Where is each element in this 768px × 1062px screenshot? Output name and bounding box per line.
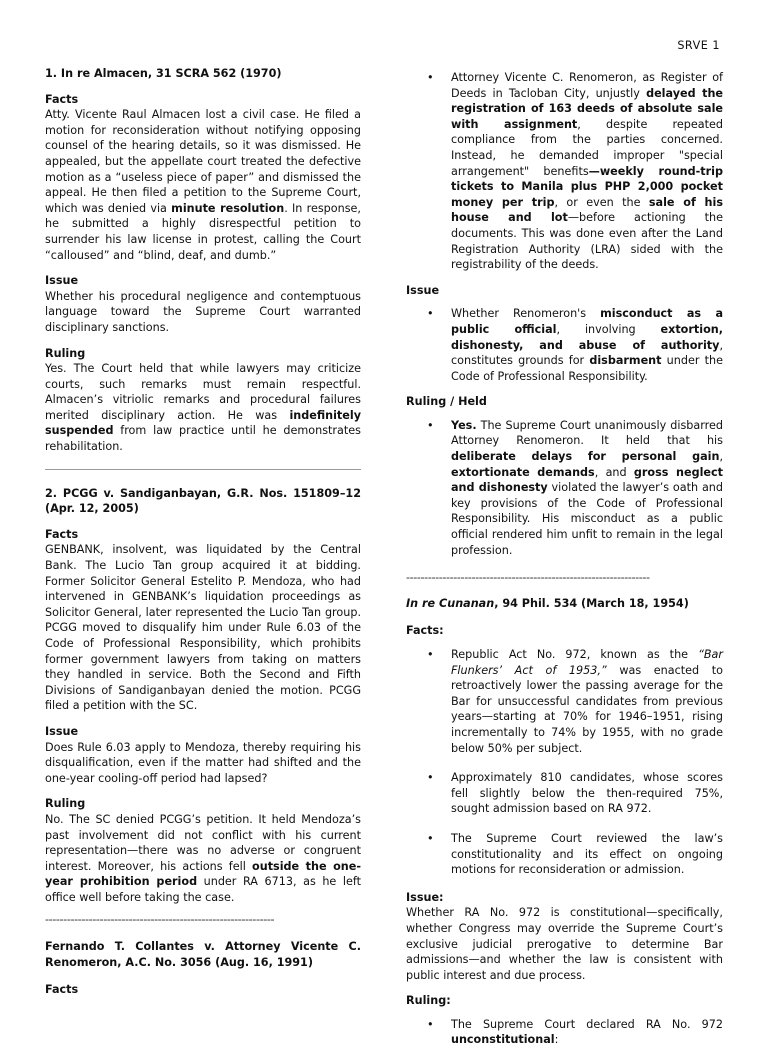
- case1-facts: Atty. Vicente Raul Almacen lost a civil case. He filed a motion for reconsideration without notifying opposing counsel of the hearing details, so it was dismissed. He appealed, but the appellate court treated the defective motion as a “useless piece of paper” and dismissed the appeal. He then filed a petition to the Supreme Court, which was denied via minute resolution. In response, he submitted a highly disrespectful petition to surrender his law license in protest, calling the Court “calloused” and “blind, deaf, and dumb.”: [45, 108, 361, 262]
- case3-issue-list: [406, 306, 723, 384]
- case4-issue-label: Issue:: [406, 890, 444, 904]
- bold-text: outside the one-year prohibition period: [45, 859, 361, 889]
- case3-title: Fernando T. Collantes v. Attorney Vicente C. Renomeron, A.C. No. 3056 (Aug. 16, 1991): [45, 940, 361, 969]
- right-column: [406, 70, 723, 1062]
- bold-text: unconstitutional: [451, 1033, 555, 1047]
- list-item: • Attorney Vicente C. Renomeron, as Register of Deeds in Tacloban City, unjustly delayed the registration of 163 deeds of absolute sale with assignment, despite repeated compliance from the parties concerned. Instead, he demanded improper "special arrangement" benefits—weekly round-trip tickets to Manila plus PHP 2,000 pocket money per trip, or even the sale of his house and lot—before actioning the documents. This was done even after the Land Registration Authority (LRA) sided with the registrability of the deeds.: [406, 70, 723, 273]
- case4-title-rest: , 94 Phil. 534 (March 18, 1954): [494, 596, 689, 610]
- page-header-code: SRVE 1: [677, 39, 720, 52]
- case3-facts-label: Facts: [45, 983, 79, 997]
- bold-text: minute resolution: [171, 201, 285, 215]
- case4-ruling-list: [406, 1017, 723, 1048]
- case3-ruling-label: Ruling / Held: [406, 395, 487, 409]
- case4-facts-label: Facts:: [406, 624, 444, 638]
- bold-text: indefinitely suspended: [45, 408, 361, 438]
- case1-ruling: Yes. The Court held that while lawyers may criticize courts, such remarks must remain respectful. Almacen’s vitriolic remarks and procedural failures merited disciplinary action. He was indefinitely suspended from law practice until he demonstrates rehabilitation.: [45, 362, 361, 454]
- case2-ruling-label: Ruling: [45, 797, 86, 811]
- case2-facts-label: Facts: [45, 527, 79, 541]
- bold-text: disbarment: [589, 354, 662, 368]
- case3-facts-list: [406, 70, 723, 273]
- section-divider: [45, 469, 361, 470]
- case4-title: [406, 596, 723, 612]
- list-item: • Whether Renomeron's misconduct as a public official, involving extortion, dishonesty, and abuse of authority, constitutes grounds for disbarment under the Code of Professional Responsibility.: [406, 306, 723, 384]
- bold-text: deliberate delays for personal gain: [451, 450, 720, 464]
- list-item: • Yes. The Supreme Court unanimously disbarred Attorney Renomeron. It held that his deliberate delays for personal gain, extortionate demands, and gross neglect and dishonesty violated the lawyer’s oath and key provisions of the Code of Professional Responsibility. His misconduct as a public official rendered him unfit to remain in the legal profession.: [406, 418, 723, 558]
- left-column: [45, 66, 361, 998]
- list-item: • The Supreme Court declared RA No. 972 unconstitutional:: [406, 1017, 723, 1048]
- case1-title: 1. In re Almacen, 31 SCRA 562 (1970): [45, 67, 282, 80]
- bold-text: extortion, dishonesty, and abuse of authority: [451, 322, 723, 352]
- bold-text: misconduct as a public official: [451, 307, 724, 336]
- bold-text: —weekly round-trip tickets to Manila plus PHP 2,000 pocket money per trip: [451, 164, 723, 209]
- case4-issue: Whether RA No. 972 is constitutional—specifically, whether Congress may override the Supreme Court’s exclusive judicial prerogative to determine Bar admissions—and whether the law is consistent with public interest and due process.: [406, 906, 723, 982]
- list-item: • The Supreme Court reviewed the law’s constitutionality and its effect on ongoing motions for reconsideration or admission.: [406, 831, 723, 878]
- bold-text: extortionate demands: [451, 465, 595, 479]
- case1-issue-label: Issue: [45, 274, 79, 288]
- case2-title: 2. PCGG v. Sandiganbayan, G.R. Nos. 151809–12 (Apr. 12, 2005): [45, 486, 361, 516]
- dashed-separator: ---------------------------------------------------------------: [45, 912, 275, 926]
- case2-issue-label: Issue: [45, 724, 79, 738]
- case4-facts-list: [406, 647, 723, 878]
- bold-text: delayed the registration of 163 deeds of absolute sale with assignment: [451, 86, 723, 131]
- bold-text: Yes.: [451, 418, 477, 432]
- bold-text: gross neglect and dishonesty: [451, 465, 723, 495]
- case4-title-italic: In re Cunanan: [406, 596, 495, 610]
- case4-ruling-label: Ruling:: [406, 994, 451, 1008]
- list-item: • Approximately 810 candidates, whose scores fell slightly below the then-required 75%, sought admission based on RA 972.: [406, 770, 723, 817]
- case2-issue: Does Rule 6.03 apply to Mendoza, thereby requiring his disqualification, even if the matter had shifted and the one-year cooling-off period had lapsed?: [45, 740, 361, 785]
- bold-text: sale of his house and lot: [451, 195, 723, 225]
- case3-issue-label: Issue: [406, 283, 440, 297]
- dashed-separator: -------------------------------------------------------------------: [406, 571, 650, 585]
- case1-ruling-label: Ruling: [45, 346, 86, 360]
- case2-facts: GENBANK, insolvent, was liquidated by the Central Bank. The Lucio Tan group acquired it at bidding. Former Solicitor General Estelito P. Mendoza, who had intervened in GENBANK’s liquidation proceedings as Solicitor General, later represented the Lucio Tan group. PCGG moved to disqualify him under Rule 6.03 of the Code of Professional Responsibility, which prohibits former government lawyers from taking on matters they handled in service. Both the Second and Fifth Divisions of Sandiganbayan denied the motion. PCGG filed a petition with the SC.: [45, 543, 361, 713]
- case3-ruling-list: [406, 418, 723, 558]
- case2-ruling: No. The SC denied PCGG’s petition. It held Mendoza’s past involvement did not conflict with his current representation—there was no adverse or congruent interest. Moreover, his actions fell outside the one-year prohibition period under RA 6713, as he left office well before taking the case.: [45, 812, 361, 904]
- italic-text: “Bar Flunkers’ Act of 1953,”: [451, 648, 723, 677]
- list-item: • Republic Act No. 972, known as the “Bar Flunkers’ Act of 1953,” was enacted to retroactively lower the passing average for the Bar for unsuccessful candidates from previous years—starting at 70% for 1946–1951, rising incrementally to 74% by 1955, with no grade below 50% per subject.: [406, 647, 723, 756]
- case1-issue: Whether his procedural negligence and contemptuous language toward the Supreme Court warranted disciplinary sanctions.: [45, 289, 361, 334]
- case1-facts-label: Facts: [45, 92, 79, 106]
